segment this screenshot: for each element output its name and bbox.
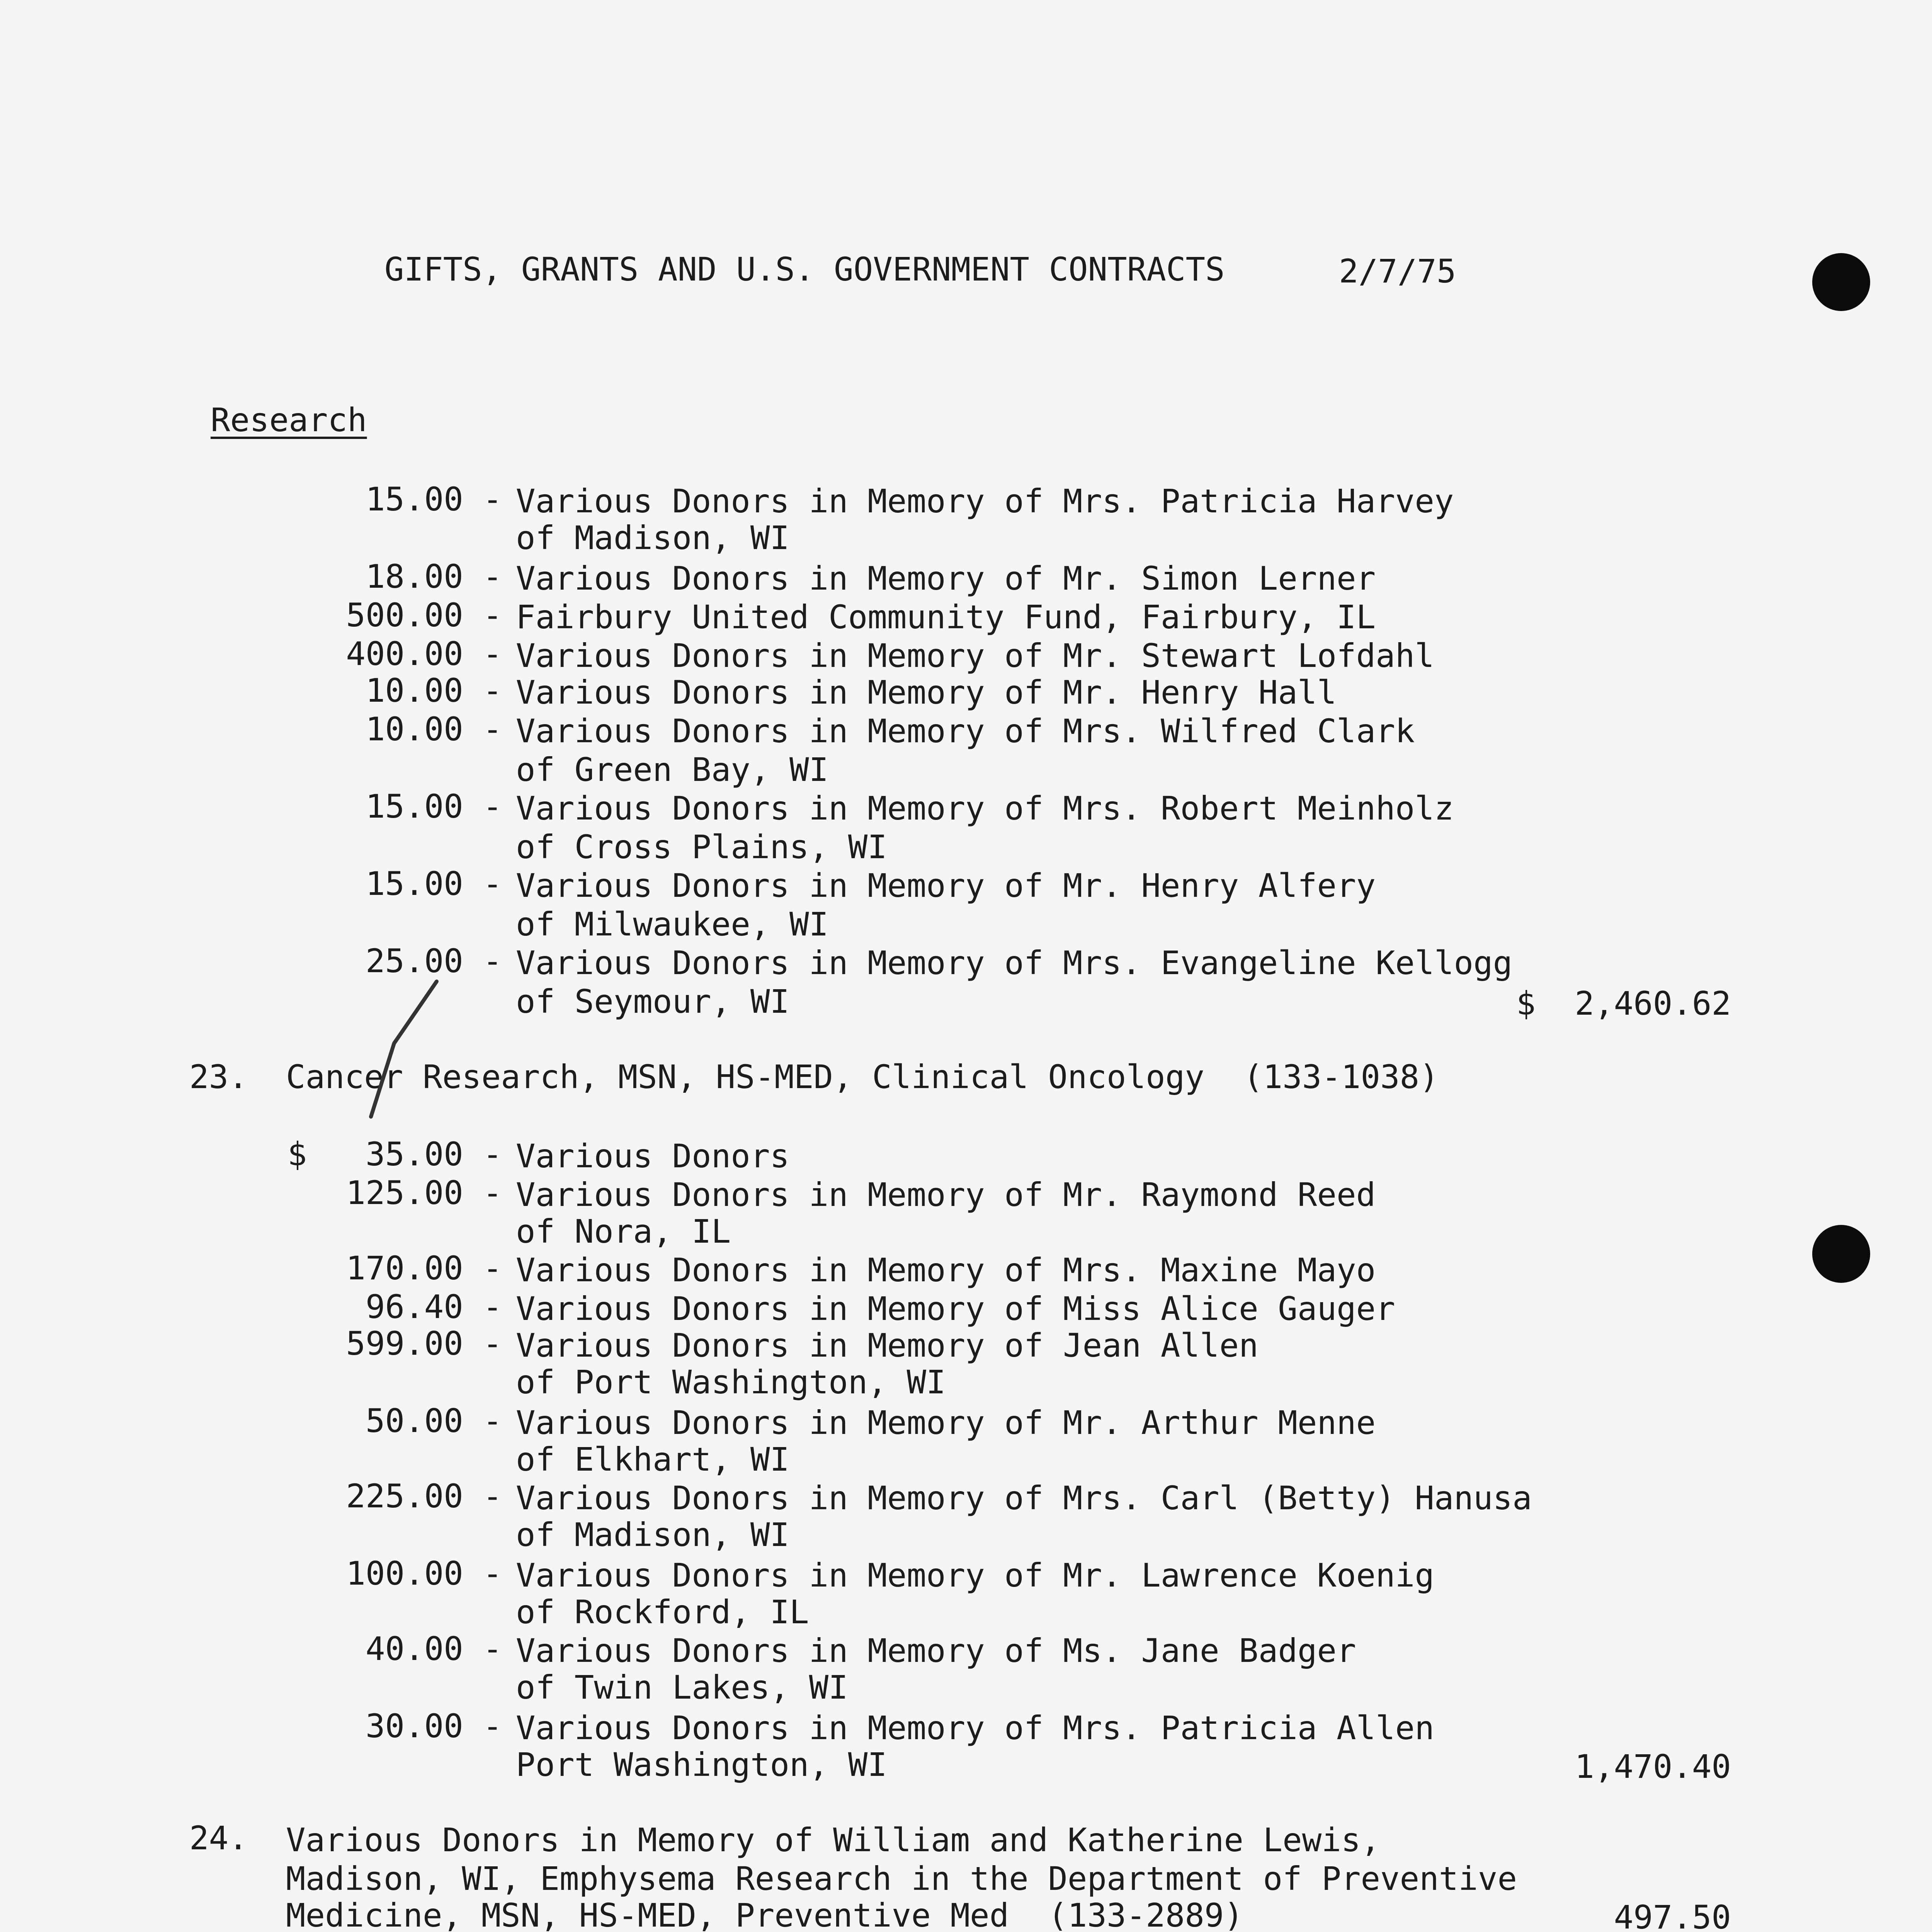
entry-location: of Port Washington, WI	[516, 1363, 946, 1401]
entry-amount: 170.00 -	[346, 1249, 502, 1287]
entry-amount: 400.00 -	[346, 635, 502, 673]
entry-description: Various Donors in Memory of Mr. Lawrence Koenig	[516, 1556, 1434, 1594]
entry-amount: 40.00 -	[365, 1630, 502, 1668]
entry-amount: 96.40 -	[365, 1288, 502, 1326]
entry-location: of Rockford, IL	[516, 1593, 809, 1631]
page-title: GIFTS, GRANTS AND U.S. GOVERNMENT CONTRACTS	[384, 250, 1225, 288]
section-total: $ 2,460.62	[1516, 985, 1731, 1022]
entry-location: of Twin Lakes, WI	[516, 1668, 848, 1706]
item-line: Medicine, MSN, HS-MED, Preventive Med (133-2889)	[286, 1896, 1244, 1932]
entry-amount: 15.00 -	[365, 480, 502, 518]
entry-description: Various Donors in Memory of Mrs. Wilfred Clark	[516, 712, 1415, 750]
entry-location: of Madison, WI	[516, 519, 790, 557]
entry-location: of Elkhart, WI	[516, 1440, 790, 1478]
entry-amount: 100.00 -	[346, 1554, 502, 1592]
entry-amount: 15.00 -	[365, 865, 502, 903]
entry-description: Various Donors in Memory of Mrs. Robert Meinholz	[516, 789, 1454, 827]
entry-amount: 125.00 -	[346, 1174, 502, 1212]
entry-description: Various Donors in Memory of Mrs. Evangeline Kellogg	[516, 944, 1513, 982]
entry-amount: 10.00 -	[365, 672, 502, 709]
entry-description: Various Donors in Memory of Mrs. Carl (Betty) Hanusa	[516, 1479, 1532, 1517]
entry-location: of Green Bay, WI	[516, 751, 829, 789]
entry-location: of Nora, IL	[516, 1213, 731, 1250]
item-title: Cancer Research, MSN, HS-MED, Clinical Oncology (133-1038)	[286, 1058, 1439, 1096]
entry-amount: 25.00 -	[365, 942, 502, 980]
entry-amount: $ 35.00 -	[287, 1135, 502, 1173]
entry-description: Various Donors	[516, 1137, 790, 1175]
entry-amount: 18.00 -	[365, 558, 502, 595]
entry-location: Port Washington, WI	[516, 1746, 887, 1784]
entry-amount: 599.00 -	[346, 1325, 502, 1362]
entry-description: Various Donors in Memory of Mr. Simon Lerner	[516, 560, 1376, 597]
entry-amount: 15.00 -	[365, 787, 502, 825]
entry-description: Various Donors in Memory of Mr. Raymond Reed	[516, 1176, 1376, 1214]
entry-amount: 10.00 -	[365, 710, 502, 748]
item-line: Various Donors in Memory of William and Katherine Lewis,	[286, 1821, 1381, 1859]
entry-description: Various Donors in Memory of Jean Allen	[516, 1327, 1259, 1364]
item-number: 23.	[189, 1058, 248, 1096]
entry-description: Various Donors in Memory of Mrs. Patricia Harvey	[516, 482, 1454, 520]
entry-amount: 30.00 -	[365, 1707, 502, 1745]
entry-description: Various Donors in Memory of Mr. Stewart Lofdahl	[516, 637, 1434, 675]
entry-description: Various Donors in Memory of Mrs. Maxine Mayo	[516, 1251, 1376, 1289]
entry-description: Various Donors in Memory of Mrs. Patricia Allen	[516, 1709, 1434, 1747]
entry-description: Fairbury United Community Fund, Fairbury, IL	[516, 598, 1376, 636]
entry-description: Various Donors in Memory of Mr. Henry Hall	[516, 673, 1337, 711]
entry-amount: 500.00 -	[346, 596, 502, 634]
entry-location: of Madison, WI	[516, 1516, 790, 1554]
entry-location: of Milwaukee, WI	[516, 905, 829, 943]
page-date: 2/7/75	[1339, 252, 1456, 290]
entry-description: Various Donors in Memory of Mr. Arthur Menne	[516, 1404, 1376, 1442]
entry-amount: 50.00 -	[365, 1402, 502, 1440]
entry-description: Various Donors in Memory of Mr. Henry Alfery	[516, 867, 1376, 905]
item-number: 24.	[189, 1819, 248, 1857]
section-heading: Research	[211, 401, 367, 439]
item-total: 497.50	[1614, 1898, 1731, 1932]
entry-description: Various Donors in Memory of Miss Alice Gauger	[516, 1290, 1395, 1328]
item-total: 1,470.40	[1575, 1748, 1731, 1786]
entry-description: Various Donors in Memory of Ms. Jane Badger	[516, 1632, 1356, 1670]
entry-amount: 225.00 -	[346, 1477, 502, 1515]
entry-location: of Seymour, WI	[516, 983, 790, 1020]
item-line: Madison, WI, Emphysema Research in the Department of Preventive	[286, 1860, 1517, 1898]
entry-location: of Cross Plains, WI	[516, 828, 887, 866]
